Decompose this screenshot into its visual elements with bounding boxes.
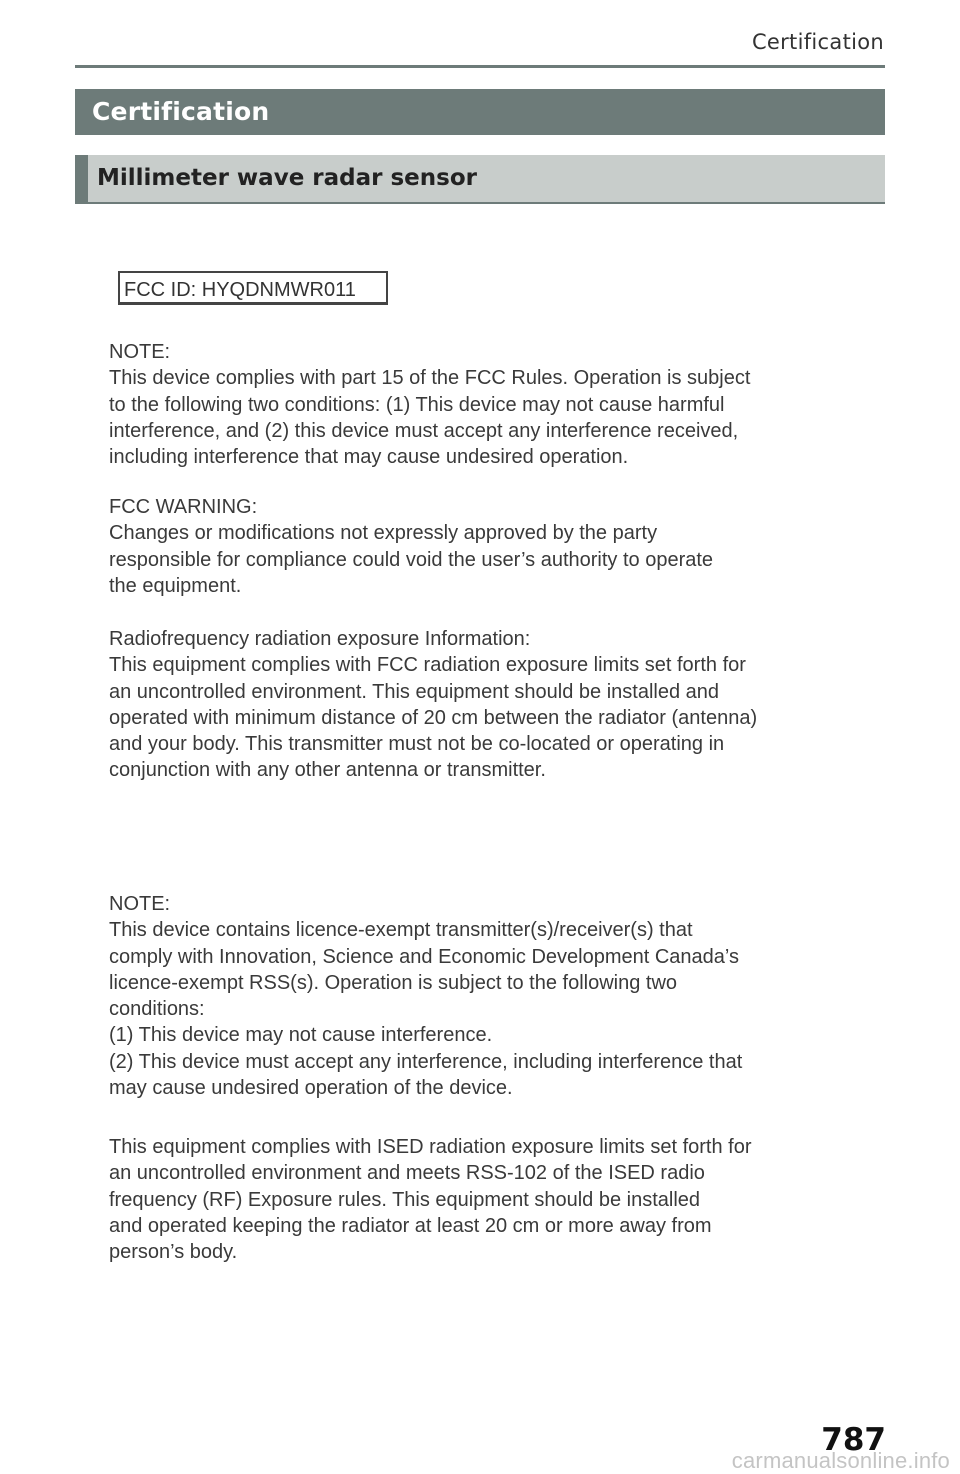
text-line: This device contains licence-exempt transmitter(s)/receiver(s) that <box>109 919 693 942</box>
text-line: This equipment complies with FCC radiation exposure limits set forth for <box>109 654 746 677</box>
header-rule <box>75 65 885 68</box>
text-line: NOTE: <box>109 893 171 915</box>
watermark-text: carmanualsonline.info <box>731 1448 950 1473</box>
text-line: the equipment. <box>109 574 242 597</box>
text-line: (1) This device may not cause interference. <box>109 1024 493 1047</box>
text-line: and your body. This transmitter must not be co-located or operating in <box>109 733 725 756</box>
text-line: responsible for compliance could void the user’s authority to operate <box>109 548 714 571</box>
fcc-warning-block <box>109 494 839 599</box>
text-line: licence-exempt RSS(s). Operation is subject to the following two <box>109 971 678 994</box>
text-line: to the following two conditions: (1) This device may not cause harmful <box>109 393 725 416</box>
text-line: This device complies with part 15 of the FCC Rules. Operation is subject <box>109 367 751 390</box>
text-line: including interference that may cause undesired operation. <box>109 446 629 469</box>
text-line: FCC WARNING: <box>109 496 258 518</box>
text-line: operated with minimum distance of 20 cm between the radiator (antenna) <box>109 706 758 729</box>
text-line: Radiofrequency radiation exposure Information: <box>109 628 531 650</box>
subsection-title: Millimeter wave radar sensor <box>97 165 477 191</box>
text-line: This equipment complies with ISED radiation exposure limits set forth for <box>109 1136 752 1158</box>
text-line: person’s body. <box>109 1241 238 1264</box>
text-line: and operated keeping the radiator at least 20 cm or more away from <box>109 1214 712 1237</box>
page-number: 787 <box>821 1422 886 1458</box>
text-line: may cause undesired operation of the device. <box>109 1077 513 1100</box>
text-line: NOTE: <box>109 341 171 363</box>
fcc-note-block <box>109 339 839 470</box>
section-title: Certification <box>92 97 270 126</box>
text-line: interference, and (2) this device must accept any interference received, <box>109 419 739 442</box>
text-line: comply with Innovation, Science and Economic Development Canada’s <box>109 945 739 968</box>
section-heading-bar <box>75 89 885 135</box>
rf-exposure-block <box>109 626 839 784</box>
text-line: conditions: <box>109 998 205 1021</box>
text-line: frequency (RF) Exposure rules. This equipment should be installed <box>109 1188 701 1211</box>
ised-exposure-block <box>109 1134 839 1265</box>
text-line: an uncontrolled environment and meets RSS-102 of the ISED radio <box>109 1162 705 1185</box>
text-line: conjunction with any other antenna or transmitter. <box>109 759 546 782</box>
running-header-title: Certification <box>751 30 884 54</box>
text-line: an uncontrolled environment. This equipment should be installed and <box>109 680 720 703</box>
fcc-id-label: FCC ID: HYQDNMWR011 <box>118 271 388 305</box>
ised-note-block <box>109 891 839 1101</box>
text-line: Changes or modifications not expressly approved by the party <box>109 522 658 545</box>
subsection-heading-bar <box>75 155 885 204</box>
text-line: (2) This device must accept any interference, including interference that <box>109 1050 743 1073</box>
